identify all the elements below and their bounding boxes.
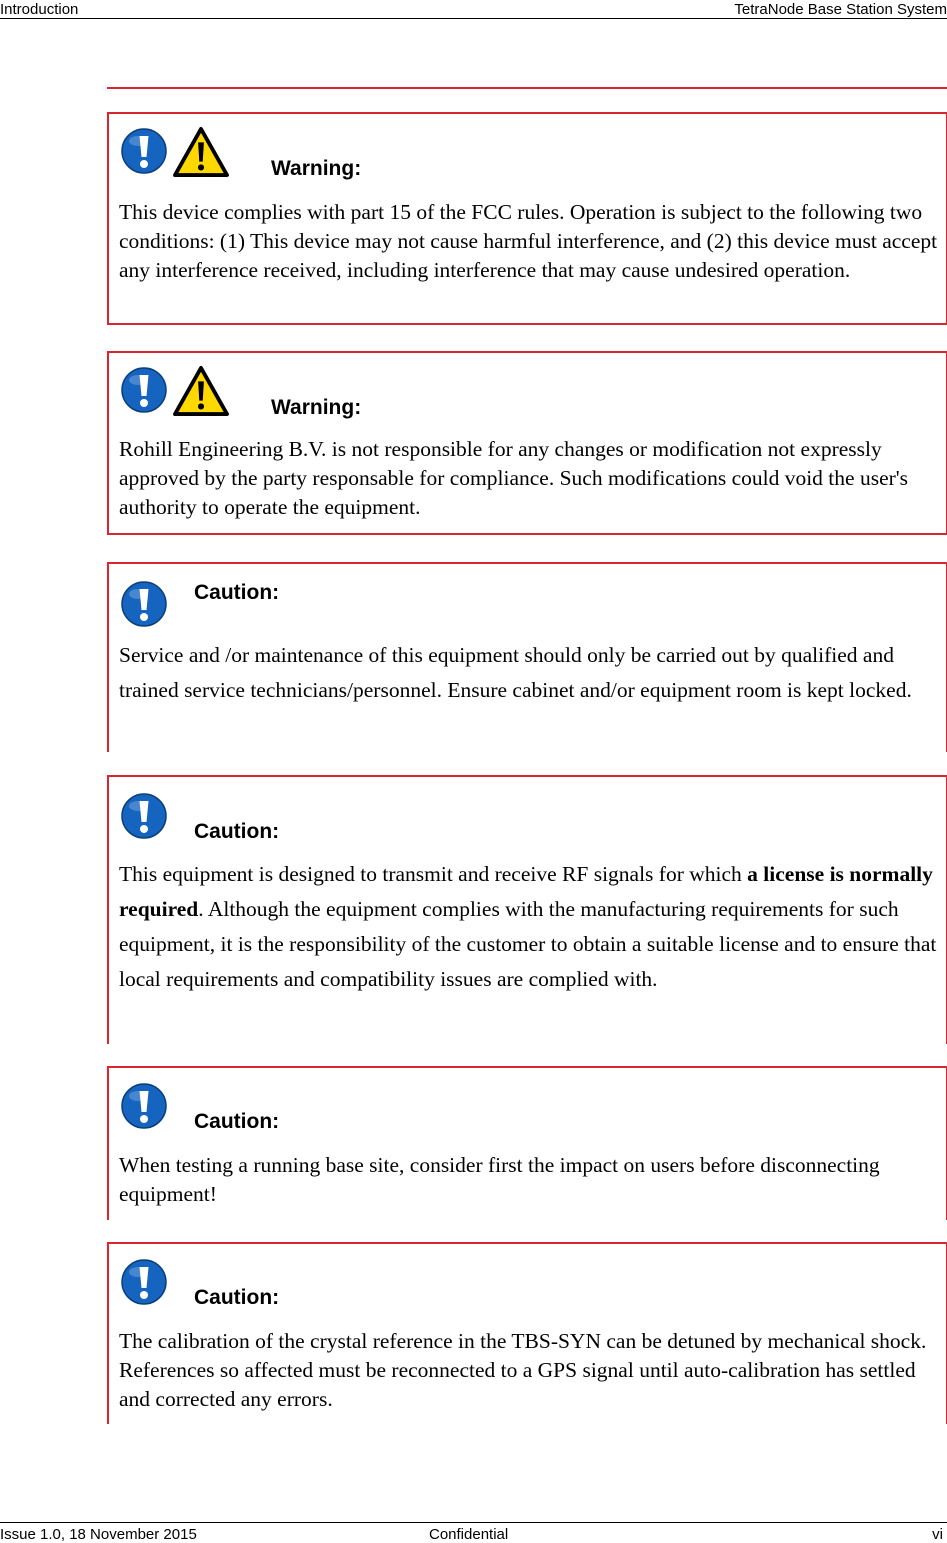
notice-box-caution-testing: [107, 1066, 947, 1220]
exclamation-circle-icon: [120, 580, 168, 628]
exclamation-circle-icon: [120, 1258, 168, 1306]
notice-text-part: This equipment is designed to transmit and receive RF signals for which: [119, 862, 748, 886]
top-divider: [107, 87, 947, 89]
notice-text: The calibration of the crystal reference in the TBS-SYN can be detuned by mechanical shock. References so affected must be reconnected to a GPS signal until auto-calibration has settled and corrected any errors.: [119, 1329, 927, 1411]
notice-box-caution-license: [107, 775, 947, 1044]
notice-box-warning-fcc: [107, 112, 947, 325]
notice-box-caution-service: [107, 562, 947, 752]
notice-text: This device complies with part 15 of the FCC rules. Operation is subject to the following two conditions: (1) This device may not cause harmful interference, and (2) this device must accept any interference received, including interference that may cause undesired operation.: [119, 200, 938, 282]
notice-title: Caution:: [194, 581, 280, 604]
exclamation-circle-icon: [120, 792, 168, 840]
notice-title: Warning:: [271, 396, 362, 419]
footer-classification: Confidential: [429, 1526, 509, 1543]
exclamation-circle-icon: [120, 1082, 168, 1130]
page-header: [0, 0, 947, 19]
page-footer: [0, 1522, 947, 1543]
footer-page-number: vi: [932, 1526, 943, 1543]
notice-box-caution-calibration: [107, 1242, 947, 1424]
header-section-title: Introduction: [0, 1, 79, 18]
notice-text: Service and /or maintenance of this equipment should only be carried out by qualified and trained service technicians/personnel. Ensure cabinet and/or equipment room is kept locked.: [119, 643, 912, 702]
notice-title: Caution:: [194, 820, 280, 843]
footer-issue-date: Issue 1.0, 18 November 2015: [0, 1526, 197, 1543]
notice-title: Caution:: [194, 1110, 280, 1133]
notice-title: Warning:: [271, 157, 362, 180]
notice-title: Caution:: [194, 1286, 280, 1309]
header-document-title: TetraNode Base Station System: [734, 1, 947, 18]
warning-triangle-icon: [172, 365, 230, 417]
notice-text-part: . Although the equipment complies with the manufacturing requirements for such equipment, it is the responsibility of the customer to obtain a suitable license and to ensure that local requirements and compatibility issues are complied with.: [119, 897, 937, 991]
notice-text: Rohill Engineering B.V. is not responsible for any changes or modification not expressly approved by the party responsable for compliance. Such modifications could void the user's authority to operate the equipment.: [119, 437, 909, 519]
notice-text: [119, 857, 939, 997]
exclamation-circle-icon: [120, 366, 168, 414]
notice-box-warning-modification: [107, 351, 947, 535]
warning-triangle-icon: [172, 126, 230, 178]
notice-text-emphasis: a license is normally required: [119, 862, 933, 921]
exclamation-circle-icon: [120, 127, 168, 175]
notice-text: When testing a running base site, consider first the impact on users before disconnecting equipment!: [119, 1153, 880, 1206]
